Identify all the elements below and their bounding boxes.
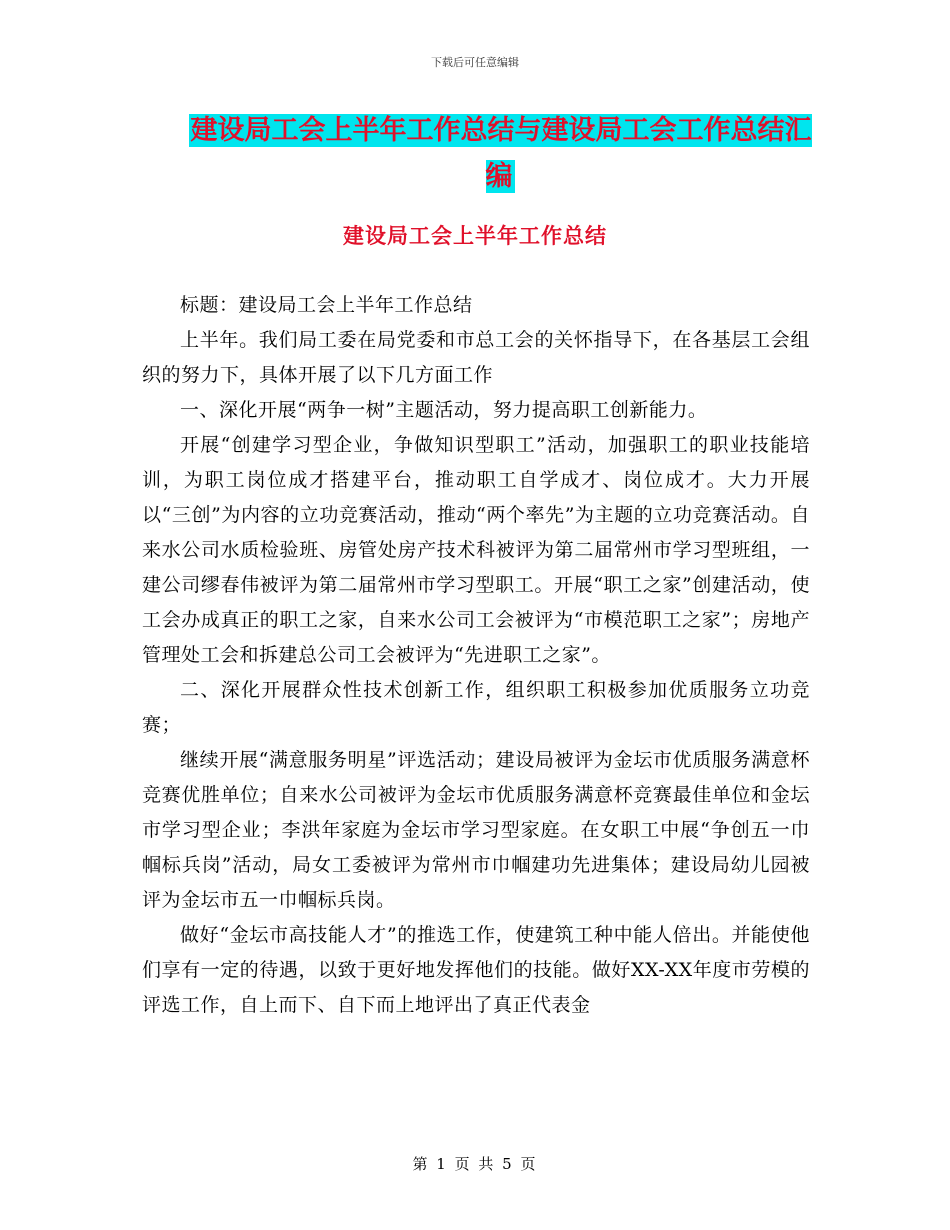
- paragraph: 开展“创建学习型企业，争做知识型职工”活动，加强职工的职业技能培训，为职工岗位成才搭建平台，推动职工自学成才、岗位成才。大力开展以“三创”为内容的立功竞赛活动，推动“两个率先”为主题的立功竞赛活动。自来水公司水质检验班、房管处房产技术科被评为第二届常州市学习型班组，一建公司缪春伟被评为第二届常州市学习型职工。开展“职工之家”创建活动，使工会办成真正的职工之家，自来水公司工会被评为“市模范职工之家”；房地产管理处工会和拆建总公司工会被评为“先进职工之家”。: [142, 434, 810, 666]
- document-body: [142, 288, 810, 1023]
- paragraph: 一、深化开展“两争一树”主题活动，努力提高职工创新能力。: [180, 399, 708, 421]
- paragraph: 上半年。我们局工委在局党委和市总工会的关怀指导下，在各基层工会组织的努力下，具体开展了以下几方面工作: [142, 329, 810, 386]
- document-title-text: 建设局工会上半年工作总结与建设局工会工作总结汇编: [190, 115, 812, 192]
- paragraph: 二、深化开展群众性技术创新工作，组织职工积极参加优质服务立功竞赛；: [142, 679, 810, 736]
- paragraph: 做好“金坛市高技能人才”的推选工作，使建筑工种中能人倍出。并能使他们享有一定的待遇，以致于更好地发挥他们的技能。做好XX-XX年度市劳模的评选工作，自上而下、自下而上地评出了真正代表金: [142, 924, 810, 1016]
- paragraph: 继续开展“满意服务明星”评选活动；建设局被评为金坛市优质服务满意杯竞赛优胜单位；自来水公司被评为金坛市优质服务满意杯竞赛最佳单位和金坛市学习型企业；李洪年家庭为金坛市学习型家庭。在女职工中展“争创五一巾帼标兵岗”活动，局女工委被评为常州市巾帼建功先进集体；建设局幼儿园被评为金坛市五一巾帼标兵岗。: [142, 749, 810, 911]
- page-number: 第 1 页 共 5 页: [412, 1155, 538, 1173]
- document-title: [180, 108, 820, 200]
- header-note: 下载后可任意编辑: [431, 56, 519, 69]
- section-title: 建设局工会上半年工作总结: [343, 224, 607, 248]
- paragraph: 标题：建设局工会上半年工作总结: [180, 294, 473, 316]
